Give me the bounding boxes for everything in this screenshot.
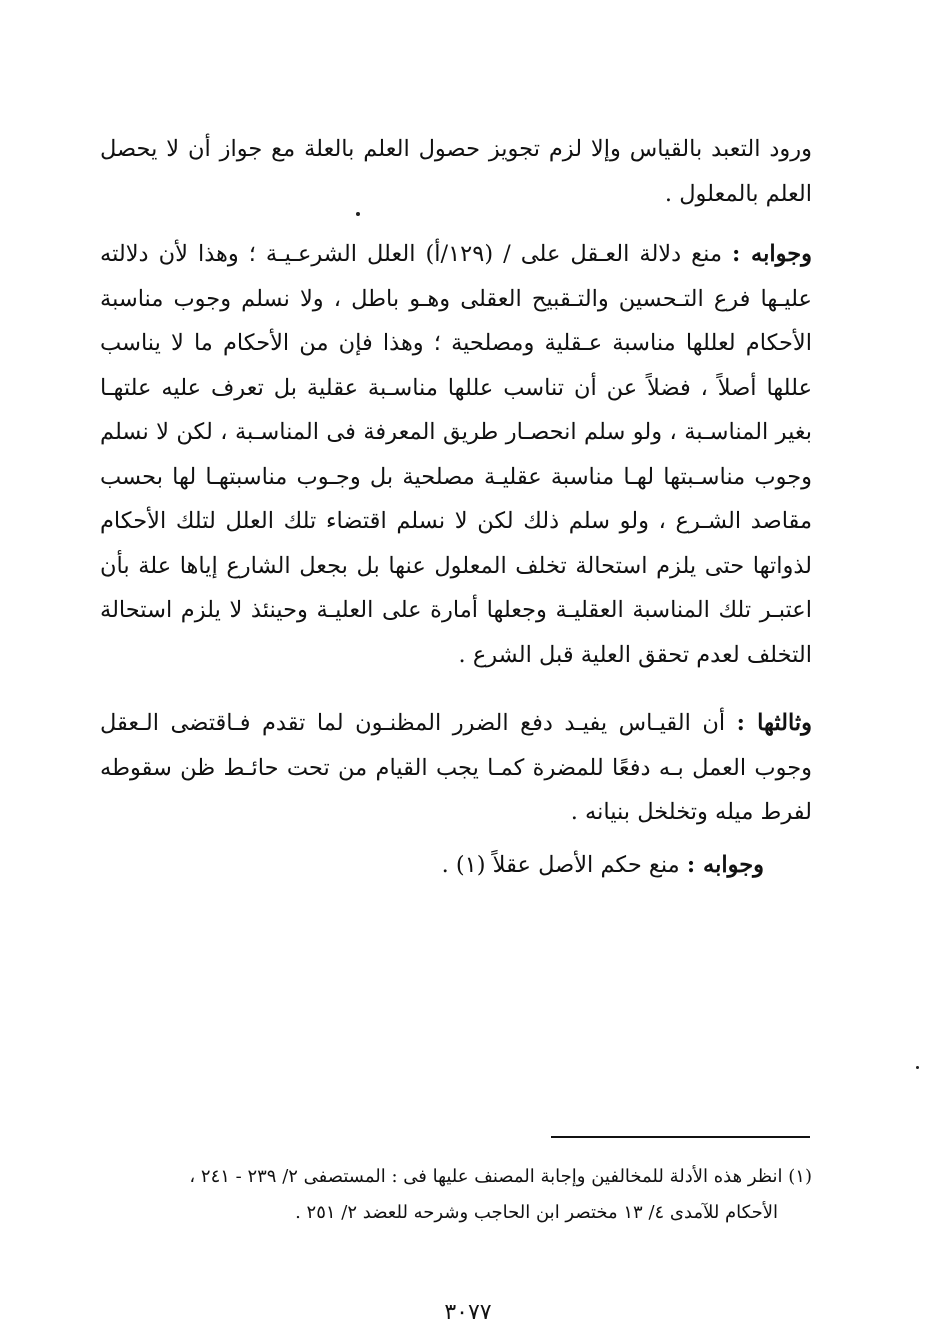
paragraph-text: أن القيـاس يفيـد دفع الضرر المظنـون لما تقدم فـاقتضى الـعقل وجوب العمل بـه دفعًا للمضرة كمـا يجب القيام من تحت حائـط ظن سقوطه لفرط ميله وتخلخل بنيانه . (100, 710, 812, 825)
paragraph-text: منع حكم الأصل عقلاً (١) . (441, 852, 687, 878)
footnote-line: الأحكام للآمدى ٤/ ١٣ مختصر ابن الحاجب وشرحه للعضد ٢/ ٢٥١ . (295, 1202, 778, 1223)
paragraph-text: منع دلالة العـقل على / (١٢٩/أ) العلل الشرعـيـة ؛ وهذا لأن دلالته عليـها فرع التـحسين والتـقبيح العقلى وهـو باطل ، ولا نسلم وجوب مناسبة الأحكام لعللها مناسبة عـقلية ومصلحية ؛ وهذا فإن من الأحكام ما لا يناسب عللها أصلاً ، فضلاً عن أن تناسب عللها مناسـبة عقلية بل تعرف عليه علتهـا بغير المناسـبة ، ولو سلم انحصـار طريق المعرفة فى المناسـبة ، لكن لا نسلم وجوب مناسـبتها لهـا مناسبة عقليـة مصلحية بل وجـوب مناسبتهـا لها بحسب مقاصد الشـرع ، ولو سلم ذلك لكن لا نسلم اقتضاء تلك العلل لتلك الأحكام لذواتها حتى يلزم استحالة تخلف المعلول عنها بل بجعل الشارع إياها علة بأن اعتبـر تلك المناسبة العقليـة وجعلها أمارة على العليـة وحينئذ لا يلزم استحالة التخلف لعدم تحقق العلية قبل الشرع . (100, 241, 812, 668)
footnote (100, 1159, 812, 1231)
paragraph-lead: وثالثها : (736, 710, 812, 736)
ink-speck (356, 212, 360, 216)
paragraph-text: ورود التعبد بالقياس وإلا لزم تجويز حصول العلم بالعلة مع جواز أن لا يحصل العلم بالمعلول . (100, 136, 812, 207)
paragraph-lead: وجوابه : (732, 241, 812, 267)
footnote-line: (١) انظر هذه الأدلة للمخالفين وإجابة المصنف عليها فى : المستصفى ٢/ ٢٣٩ - ٢٤١ ، (189, 1166, 812, 1187)
paragraph-lead: وجوابه : (686, 852, 764, 878)
paragraph-third-argument (100, 701, 812, 835)
paragraph-answer-1 (100, 232, 812, 677)
paragraph-continuation (100, 127, 812, 216)
ink-speck (916, 1066, 919, 1069)
paragraph-answer-2 (100, 843, 812, 888)
page-number: ٣٠٧٧ (444, 1300, 492, 1325)
footnote-separator (551, 1136, 810, 1138)
